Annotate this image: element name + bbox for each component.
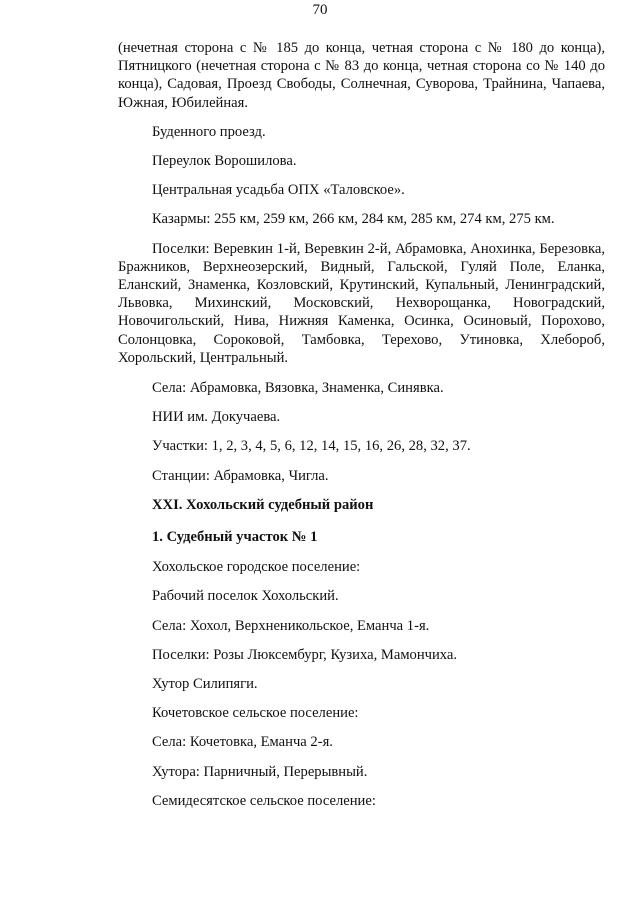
paragraph-villages: Села: Абрамовка, Вязовка, Знаменка, Синявка. xyxy=(152,380,444,397)
paragraph-kochetovskoe: Кочетовское сельское поселение: xyxy=(152,705,359,722)
subsection-heading: 1. Судебный участок № 1 xyxy=(152,529,318,546)
paragraph-barracks: Казармы: 255 км, 259 км, 266 км, 284 км, 285 км, 274 км, 275 км. xyxy=(152,211,555,228)
paragraph-research-institute: НИИ им. Докучаева. xyxy=(152,409,281,426)
paragraph-voroshilova: Переулок Ворошилова. xyxy=(152,153,297,170)
paragraph-central-estate: Центральная усадьба ОПХ «Таловское». xyxy=(152,182,405,199)
paragraph-settlements: Поселки: Веревкин 1-й, Веревкин 2-й, Абрамовка, Анохинка, Березовка, Бражников, Верхнеозерский, Видный, Гальской, Гуляй Поле, Еланка, Еланский, Знаменка, Козловский, Крутинский, Купальный, Ленинградский, Львовка, Михинский, Московский, Нехворощанка, Новоградский, Новочигольский, Нива, Нижняя Каменка, Осинка, Осиновый, Порохово, Солонцовка, Сороковой, Тамбовка, Терехово, Утиновка, Хлебороб, Хорольский, Центральный. xyxy=(118,240,605,366)
paragraph-plots: Участки: 1, 2, 3, 4, 5, 6, 12, 14, 15, 16, 26, 28, 32, 37. xyxy=(152,438,471,455)
paragraph-work-settlement: Рабочий поселок Хохольский. xyxy=(152,588,339,605)
paragraph-khutors: Хутора: Парничный, Перерывный. xyxy=(152,763,368,780)
paragraph-stations: Станции: Абрамовка, Чигла. xyxy=(152,467,329,484)
paragraph-villages-kochetovka: Села: Кочетовка, Еманча 2-я. xyxy=(152,734,333,751)
paragraph-street-list-continuation: (нечетная сторона с № 185 до конца, четная сторона с № 180 до конца), Пятницкого (нечетная сторона с № 83 до конца, четная сторона со № 140 до конца), Садовая, Проезд Свободы, Солнечная, Суворова, Трайнина, Чапаева, Южная, Юбилейная. xyxy=(118,40,605,111)
page-number: 70 xyxy=(312,2,328,18)
paragraph-villages-khokhol: Села: Хохол, Верхненикольское, Еманча 1-я. xyxy=(152,617,430,634)
paragraph-semidesyatskoe: Семидесятское сельское поселение: xyxy=(152,792,376,809)
section-heading: XXI. Хохольский судебный район xyxy=(152,496,374,513)
document-body xyxy=(118,39,605,821)
paragraph-khutor-silipyagi: Хутор Силипяги. xyxy=(152,676,258,693)
paragraph-khokholskoe: Хохольское городское поселение: xyxy=(152,559,361,576)
paragraph-settlements-khokhol: Поселки: Розы Люксембург, Кузиха, Мамончиха. xyxy=(152,646,458,663)
paragraph-budennogo: Буденного проезд. xyxy=(152,123,266,140)
